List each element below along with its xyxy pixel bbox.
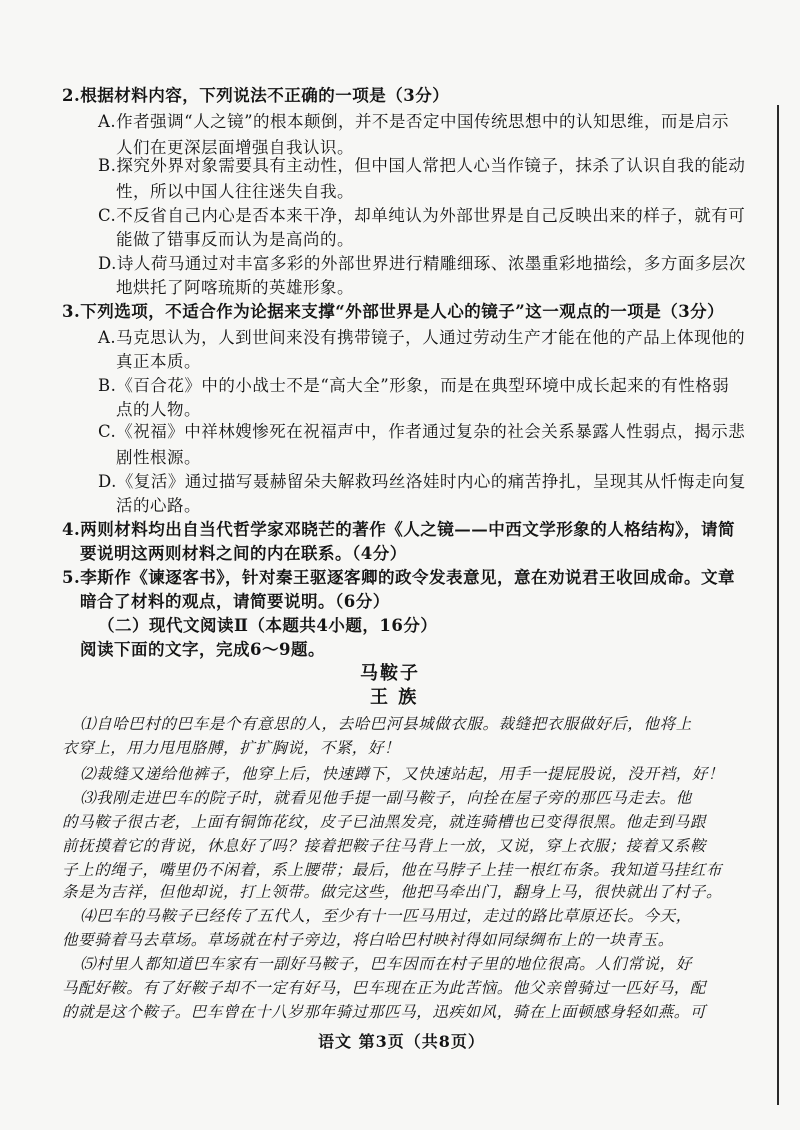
story-paragraph-line: ⑴自哈巴村的巴车是个有意思的人，去哈巴河县城做衣服。裁缝把衣服做好后，他将上 bbox=[80, 715, 692, 733]
story-paragraph-line: ⑷巴车的马鞍子已经传了五代人，至少有十一匹马用过，走过的路比草原还长。今天， bbox=[80, 907, 692, 925]
q5-line1: 5.李斯作《谏逐客书》，针对秦王驱逐客卿的政令发表意见，意在劝说君王收回成命。文章 bbox=[62, 568, 735, 587]
q4-line1: 4.两则材料均出自当代哲学家邓晓芒的著作《人之镜——中西文学形象的人格结构》，请简 bbox=[62, 520, 735, 539]
q3-option-b-line1: B.《百合花》中的小战士不是“高大全”形象，而是在典型环境中成长起来的有性格弱 bbox=[98, 376, 730, 395]
binding-margin-line bbox=[777, 105, 779, 1105]
q4-line2: 要说明这两则材料之间的内在联系。（4分） bbox=[80, 544, 407, 563]
q2-stem: 2.根据材料内容，下列说法不正确的一项是（3分） bbox=[62, 86, 450, 105]
q3-option-a-line1: A.马克思认为，人到世间来没有携带镜子，人通过劳动生产才能在他的产品上体现他的 bbox=[98, 328, 746, 347]
q2-option-c-line1: C.不反省自己内心是否本来干净，却单纯认为外部世界是自己反映出来的样子，就有可 bbox=[98, 206, 746, 225]
q2-option-a-line2: 人们在更深层面增强自我认识。 bbox=[116, 138, 354, 157]
story-paragraph-line: 马配好鞍。有了好鞍子却不一定有好马，巴车现在正为此苦恼。他父亲曾骑过一匹好马，配 bbox=[62, 979, 707, 997]
q3-option-d-line1: D.《复活》通过描写聂赫留朵夫解救玛丝洛娃时内心的痛苦挣扎，呈现其从忏悔走向复 bbox=[98, 472, 746, 491]
page-footer: 语文 第3页（共8页） bbox=[318, 1032, 485, 1051]
q2-option-a-line1: A.作者强调“人之镜”的根本颠倒，并不是否定中国传统思想中的认知思维，而是启示 bbox=[98, 112, 730, 131]
q2-option-d-line1: D.诗人荷马通过对丰富多彩的外部世界进行精雕细琢、浓墨重彩地描绘，多方面多层次 bbox=[98, 254, 746, 273]
q3-option-d-line2: 活的心路。 bbox=[116, 496, 201, 515]
q2-option-c-line2: 能做了错事反而认为是高尚的。 bbox=[116, 230, 354, 249]
q3-option-b-line2: 点的人物。 bbox=[116, 400, 201, 419]
q5-line2: 暗合了材料的观点，请简要说明。（6分） bbox=[80, 592, 390, 611]
q3-option-c-line1: C.《祝福》中祥林嫂惨死在祝福声中，作者通过复杂的社会关系暴露人性弱点，揭示悲 bbox=[98, 422, 746, 441]
story-paragraph-line: ⑶我刚走进巴车的院子时，就看见他手提一副马鞍子，向拴在屋子旁的那匹马走去。他 bbox=[80, 789, 692, 807]
story-paragraph-line: 的就是这个鞍子。巴车曾在十八岁那年骑过那匹马，迅疾如风，骑在上面顿感身轻如燕。可 bbox=[62, 1003, 707, 1021]
q3-option-c-line2: 剧性根源。 bbox=[116, 448, 201, 467]
q2-option-d-line2: 地烘托了阿喀琉斯的英雄形象。 bbox=[116, 278, 354, 297]
q2-option-b-line2: 性，所以中国人往往迷失自我。 bbox=[116, 182, 354, 201]
story-paragraph-line: 子上的绳子，嘴里仍不闲着，系上腰带；最后，他在马脖子上挂一根红布条。我知道马挂红布 bbox=[62, 861, 723, 879]
section-instruction: 阅读下面的文字，完成6～9题。 bbox=[80, 640, 325, 659]
story-paragraph-line: 前抚摸着它的背说，休息好了吗？接着把鞍子往马背上一放，又说，穿上衣服；接着又系鞍 bbox=[62, 837, 707, 855]
story-paragraph-line: ⑵裁缝又递给他裤子，他穿上后，快速蹲下，又快速站起，用手一提屁股说，没开裆，好！ bbox=[80, 765, 725, 783]
story-paragraph-line: 他要骑着马去草场。草场就在村子旁边，将白哈巴村映衬得如同绿绸布上的一块青玉。 bbox=[62, 931, 674, 949]
story-title: 马鞍子 bbox=[360, 663, 420, 684]
story-paragraph-line: 的马鞍子很古老，上面有铜饰花纹，皮子已油黑发亮，就连骑槽也已变得很黑。他走到马跟 bbox=[62, 813, 707, 831]
section-heading: （二）现代文阅读Ⅱ（本题共4小题，16分） bbox=[98, 616, 438, 635]
story-paragraph-line: 衣穿上，用力甩甩胳膊，扩扩胸说，不紧，好！ bbox=[62, 739, 401, 757]
story-author: 王 族 bbox=[370, 687, 419, 708]
q3-stem: 3.下列选项，不适合作为论据来支撑“外部世界是人心的镜子”这一观点的一项是（3分） bbox=[62, 302, 725, 321]
story-paragraph-line: ⑸村里人都知道巴车家有一副好马鞍子，巴车因而在村子里的地位很高。人们常说，好 bbox=[80, 955, 692, 973]
q2-option-b-line1: B.探究外界对象需要具有主动性，但中国人常把人心当作镜子，抹杀了认识自我的能动 bbox=[98, 156, 746, 175]
q3-option-a-line2: 真正本质。 bbox=[116, 352, 201, 371]
story-paragraph-line: 条是为吉祥，但他却说，打上领带。做完这些，他把马牵出门，翻身上马，很快就出了村子。 bbox=[62, 883, 723, 901]
